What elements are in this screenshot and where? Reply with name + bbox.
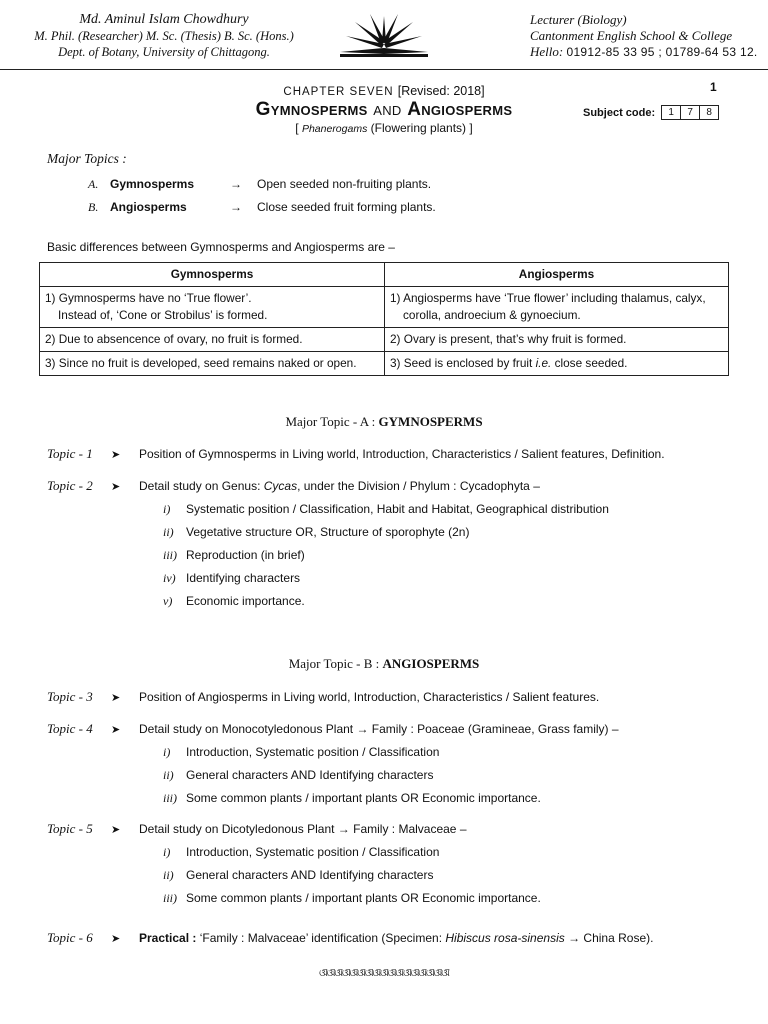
subtopic-number: i) <box>163 745 171 759</box>
subject-code-label: Subject code: <box>583 106 656 119</box>
topic-label: Topic - 1 <box>47 446 93 461</box>
cell-line: 1) Angiosperms have ‘True flower’ including thalamus, calyx, <box>390 291 706 305</box>
subtopic-text: Identifying characters <box>186 571 301 585</box>
subtopic-text: General characters AND Identifying characters <box>186 868 434 882</box>
subtopic-number: iii) <box>163 791 177 805</box>
subtopic-text: Some common plants / important plants OR Economic importance. <box>186 791 541 805</box>
major-topic-name: Gymnosperms <box>110 177 195 191</box>
header-divider <box>0 69 768 70</box>
topic-label: Topic - 5 <box>47 821 93 836</box>
arrowhead-icon: ➤ <box>111 481 121 493</box>
subtopic-text: Introduction, Systematic position / Classification <box>186 845 440 859</box>
title-angiosperms: Angiosperms <box>407 99 513 120</box>
subtopic-number: i) <box>163 845 171 859</box>
cell-text-italic: i.e. <box>535 356 552 370</box>
subtopic-item <box>163 525 469 540</box>
author-block <box>0 12 328 60</box>
subtopic-item <box>163 768 433 783</box>
lecturer-role: Lecturer (Biology) <box>530 12 627 27</box>
subtopic-number: ii) <box>163 525 174 539</box>
topic-row <box>47 821 467 837</box>
subtopic-item <box>163 791 541 806</box>
topic-text <box>139 479 540 493</box>
subtopic-number: iii) <box>163 548 177 562</box>
differences-intro: Basic differences between Gymnosperms and Angiosperms are – <box>47 240 395 254</box>
cell-line: Instead of, ‘Cone or Strobilus’ is formed. <box>58 308 268 322</box>
subject-code-digit: 7 <box>680 105 700 120</box>
column-header-gymnosperms: Gymnosperms <box>40 263 385 287</box>
author-degrees: M. Phil. (Researcher) M. Sc. (Thesis) B. Sc. (Hons.) <box>34 29 294 43</box>
subtopic-number: v) <box>163 594 173 608</box>
major-topic-desc: Open seeded non-fruiting plants. <box>257 177 432 191</box>
section-name: GYMNOSPERMS <box>378 414 483 429</box>
table-row <box>40 328 729 352</box>
species-name: Hibiscus rosa-sinensis <box>445 931 565 945</box>
subtitle-open-bracket: [ <box>295 121 299 135</box>
arrowhead-icon: ➤ <box>111 724 121 736</box>
school-block <box>530 12 758 60</box>
subtopic-item <box>163 571 300 586</box>
cell-text: 3) Seed is enclosed by fruit <box>390 356 536 370</box>
topic-row <box>47 478 540 494</box>
phone-numbers: 01912-85 33 95 ; 01789-64 53 12. <box>566 45 758 59</box>
subtopic-text: Systematic position / Classification, Habit and Habitat, Geographical distribution <box>186 502 609 516</box>
subtopic-text: Some common plants / important plants OR Economic importance. <box>186 891 541 905</box>
table-cell <box>40 287 385 328</box>
major-topic-desc: Close seeded fruit forming plants. <box>257 200 436 214</box>
cell-text: close seeded. <box>551 356 628 370</box>
page-number: 1 <box>710 80 717 94</box>
topic-row <box>47 930 653 946</box>
table-row <box>40 352 729 376</box>
subtopic-number: ii) <box>163 868 174 882</box>
topic-label: Topic - 6 <box>47 930 93 945</box>
title-gymnosperms: Gymnosperms <box>255 99 368 120</box>
footer-ornament: ଔଔଔଔଔଔଔଔଔଔଔଔଔଔଔଔଔ <box>319 968 449 978</box>
column-header-angiosperms: Angiosperms <box>385 263 729 287</box>
subtopic-number: i) <box>163 502 171 516</box>
practical-label: Practical : <box>139 931 197 945</box>
topic-label: Topic - 4 <box>47 721 93 736</box>
arrow-icon: → <box>230 177 242 191</box>
cell-line: 1) Gymnosperms have no ‘True flower’. <box>45 291 252 305</box>
major-topic-name: Angiosperms <box>110 200 187 214</box>
table-header-row <box>40 263 729 287</box>
arrowhead-icon: ➤ <box>111 449 121 461</box>
arrowhead-icon: ➤ <box>111 692 121 704</box>
subject-code <box>583 105 719 120</box>
section-heading-gymnosperms <box>0 414 768 430</box>
topic-text: Position of Angiosperms in Living world, Introduction, Characteristics / Salient features. <box>139 690 600 704</box>
topic-row <box>47 689 599 705</box>
subtopic-text: Reproduction (in brief) <box>186 548 305 562</box>
chapter-label <box>0 84 768 98</box>
chapter-number: CHAPTER SEVEN <box>283 86 394 98</box>
subject-code-digit: 8 <box>699 105 719 120</box>
subject-code-boxes <box>662 105 719 120</box>
subtitle-phanerogams: Phanerogams <box>301 123 368 135</box>
arrowhead-icon: ➤ <box>111 824 121 836</box>
subtopic-item <box>163 745 439 760</box>
table-cell <box>385 352 729 376</box>
section-prefix: Major Topic - A : <box>285 414 379 429</box>
arrowhead-icon: ➤ <box>111 933 121 945</box>
major-topic-item <box>88 177 431 192</box>
subject-code-digit: 1 <box>661 105 681 120</box>
subtopic-item <box>163 868 433 883</box>
topic-text: Position of Gymnosperms in Living world, Introduction, Characteristics / Salient features, Definition. <box>139 447 665 461</box>
subtopic-text: Introduction, Systematic position / Classification <box>186 745 440 759</box>
topic-label: Topic - 2 <box>47 478 93 493</box>
subtopic-number: iv) <box>163 571 176 585</box>
topic-text: Detail study on Monocotyledonous Plant → Family : Poaceae (Gramineae, Grass family) – <box>139 722 619 736</box>
subtopic-number: ii) <box>163 768 174 782</box>
topic-row <box>47 721 619 737</box>
subtitle-rest: (Flowering plants) ] <box>370 121 473 135</box>
subtopic-text: Vegetative structure OR, Structure of sporophyte (2n) <box>186 525 470 539</box>
section-name: ANGIOSPERMS <box>382 656 480 671</box>
section-prefix: Major Topic - B : <box>288 656 383 671</box>
topic-text-part: Detail study on Genus: <box>139 479 264 493</box>
phone-line <box>530 44 758 60</box>
topic-text: Detail study on Dicotyledonous Plant → Family : Malvaceae – <box>139 822 467 836</box>
topic-text <box>139 931 653 945</box>
subtopic-item <box>163 502 609 517</box>
table-cell: 2) Due to absencence of ovary, no fruit is formed. <box>40 328 385 352</box>
author-name: Md. Aminul Islam Chowdhury <box>79 12 249 27</box>
revised-note: [Revised: 2018] <box>397 84 485 98</box>
major-topics-label: Major Topics : <box>47 151 127 166</box>
differences-table <box>39 262 729 376</box>
school-name: Cantonment English School & College <box>530 28 733 43</box>
cell-line: corolla, androecium & gynoecium. <box>403 308 581 322</box>
topic-text-part: , under the Division / Phylum : Cycadophyta – <box>297 479 540 493</box>
phone-label: Hello: <box>530 44 564 59</box>
subtopic-item <box>163 594 305 609</box>
subtopic-number: iii) <box>163 891 177 905</box>
sunburst-logo-icon <box>338 14 430 58</box>
arrow-icon: → <box>230 200 242 214</box>
subtitle <box>0 121 768 135</box>
genus-name: Cycas <box>263 479 298 493</box>
topic-label: Topic - 3 <box>47 689 93 704</box>
title-and: and <box>373 99 402 120</box>
table-cell: 3) Since no fruit is developed, seed remains naked or open. <box>40 352 385 376</box>
major-topic-letter: B. <box>88 200 99 214</box>
table-cell: 2) Ovary is present, that’s why fruit is formed. <box>385 328 729 352</box>
topic-text-part: → China Rose). <box>564 931 654 945</box>
table-cell <box>385 287 729 328</box>
subtopic-item <box>163 548 305 563</box>
major-topic-letter: A. <box>88 177 99 191</box>
subtopic-item <box>163 891 541 906</box>
author-dept: Dept. of Botany, University of Chittagong. <box>58 45 270 59</box>
subtopic-item <box>163 845 439 860</box>
section-heading-angiosperms <box>0 656 768 672</box>
subtopic-text: General characters AND Identifying characters <box>186 768 434 782</box>
topic-text-part: ‘Family : Malvaceae’ identification (Specimen: <box>196 931 446 945</box>
subtopic-text: Economic importance. <box>186 594 305 608</box>
topic-row <box>47 446 665 462</box>
major-topic-item <box>88 200 436 215</box>
table-row <box>40 287 729 328</box>
